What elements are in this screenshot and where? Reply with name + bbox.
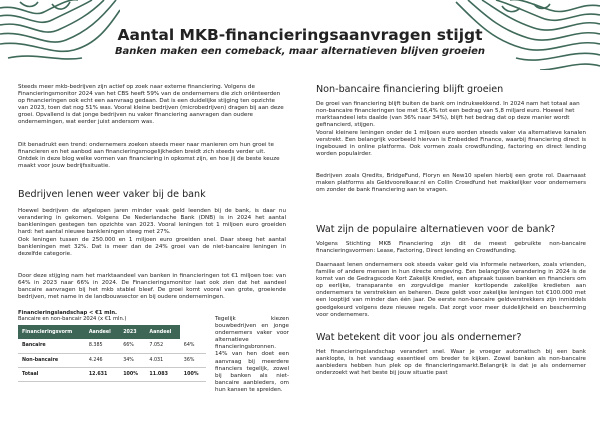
- table-cell: 12.631: [85, 367, 119, 381]
- table-cell: 4.246: [85, 353, 119, 367]
- section-banks-paragraph-1: Hoewel bedrijven de afgelopen jaren minder vaak geld leenden bij de bank, is daar nu verandering in gekomen. Volgens De Nederlandsche Bank (DNB) is in 2024 het aantal bankleningen gestegen ten opzichte van 2023. Vooral leningen tot 1 miljoen euro groeiden hard: het aantal nieuwe bankleningen steeg met 27%.: [18, 208, 286, 236]
- section-non-bank-paragraph-1: De groei van financiering blijft buiten de bank om indrukwekkend. In 2024 nam het totaal aan non-bancaire financieringen toe met 16,4% tot een bedrag van 5,8 miljard euro. Hoewel het marktaandeel iets daalde (van 36% naar 34%), blijft het bedrag dat op deze manier wordt gefinancierd, stijgen.: [316, 101, 580, 129]
- table-cell: 4.031: [145, 353, 179, 367]
- section-meaning-paragraph-1: Het financieringslandschap verandert snel. Waar je vroeger automatisch bij een bank aanklopte, is het vandaag essentieel om breder te kijken. Zowel banken als non-bancaire aanbieders hebben hun plek op de financieringsmarkt.Belangrijk is dat je als ondernemer onderzoekt wat het beste bij jouw situatie past: [316, 349, 586, 377]
- table-cell: 34%: [119, 353, 145, 367]
- table-cell: Non-bancaire: [18, 353, 85, 367]
- section-banks-paragraph-2: Ook leningen tussen de 250.000 en 1 miljoen euro groeiden snel. Daar steeg het aantal bankleningen met 32%. Dat is meer dan de 24% groei van de niet-bancaire leningen in dezelfde categorie.: [18, 237, 286, 258]
- table-cell: 100%: [180, 367, 206, 381]
- section-non-bank-paragraph-3: Bedrijven zoals Qredits, BridgeFund, Floryn en New10 spelen hierbij een grote rol. Daarnaast maken platforms als Geldvoorelkaar.nl en Collin Crowdfund het makkelijker voor ondernemers om zonder de bank financiering aan te vragen.: [316, 173, 586, 194]
- page-subtitle: Banken maken een comeback, maar alternatieven blijven groeien: [114, 46, 486, 57]
- financing-table-block: [18, 310, 206, 382]
- section-heading-banks: Bedrijven lenen weer vaker bij de bank: [18, 189, 206, 200]
- table-cell: 7.052: [145, 339, 179, 353]
- table-row: [18, 353, 206, 367]
- side-note: Tegelijk kiezen bouwbedrijven en jonge ondernemers vaker voor alternatieve financieringsbronnen. 14% van hen doet een aanvraag bij meerdere financiers tegelijk, zowel bij banken als niet-bancaire aanbieders, om hun kansen te spreiden.: [215, 316, 289, 393]
- financing-table: [18, 325, 206, 382]
- table-header-cell: 2023: [119, 325, 145, 339]
- section-heading-meaning: Wat betekent dit voor jou als ondernemer?: [316, 332, 522, 343]
- table-cell: 100%: [119, 367, 145, 381]
- section-heading-non-bank: Non-bancaire financiering blijft groeien: [316, 84, 504, 95]
- table-row: [18, 339, 206, 353]
- intro-paragraph-1: Steeds meer mkb-bedrijven zijn actief op zoek naar externe financiering. Volgens de Financieringsmonitor 2024 van het CBS heeft 59% van de ondernemers die zich oriënteerden op financieringen ook echt een aanvraag gedaan. Dat is een duidelijke stijging ten opzichte van 2023, toen dat nog 51% was. Vooral kleine bedrijven (microbedrijven) dragen bij aan deze groei. Opvallend is dat jonge bedrijven nu vaker financiering aanvragen dan oudere ondernemingen, wat eerder juist andersom was.: [18, 84, 284, 126]
- section-non-bank-paragraph-2: Vooral kleinere leningen onder de 1 miljoen euro worden steeds vaker via alternatieve kanalen verstrekt. Een belangrijk voorbeeld hiervan is Embedded Finance, waarbij financiering direct is ingebouwd in online platforms. Ook vormen zoals crowdfunding, factoring en direct lending worden populairder.: [316, 130, 586, 158]
- table-caption: Financieringslandschap < €1 mln.: [18, 310, 117, 316]
- table-cell: 64%: [180, 339, 206, 353]
- table-cell: 66%: [119, 339, 145, 353]
- section-heading-alternatives: Wat zijn de populaire alternatieven voor de bank?: [316, 224, 556, 235]
- section-alternatives-paragraph-1: Volgens Stichting MKB Financiering zijn dit de meest gebruikte non-bancaire financieringsvormen: Lease, Factoring, Direct lending en Crowdfunding.: [316, 241, 586, 255]
- table-header-cell: Financieringsvorm: [18, 325, 85, 339]
- intro-paragraph-2: Dit benadrukt een trend: ondernemers zoeken steeds meer naar manieren om hun groei te financieren en het aanbod aan financieringsmogelijkheden breidt zich steeds verder uit. Ontdek in deze blog welke vormen van financiering in opkomst zijn, en hoe jij de beste keuze maakt voor jouw bedrijfssituatie.: [18, 142, 280, 170]
- table-header-cell: Aandeel: [145, 325, 179, 339]
- table-cell: Bancaire: [18, 339, 85, 353]
- section-banks-paragraph-3: Door deze stijging nam het marktaandeel van banken in financieringen tot €1 miljoen toe: van 64% in 2023 naar 66% in 2024. De Financieringsmonitor laat ook zien dat het aandeel bancaire aanvragen bij het mkb stabiel bleef. De groei komt vooral van grote, groeiende bedrijven, met name in de landbouwsector en bij oudere ondernemingen.: [18, 273, 286, 301]
- table-cell: 8.385: [85, 339, 119, 353]
- page-title: Aantal MKB-financieringsaanvragen stijgt: [117, 26, 483, 44]
- section-alternatives-paragraph-2: Daarnaast lenen ondernemers ook steeds vaker geld via informele netwerken, zoals vrienden, familie of andere mensen in hun directe omgeving. Een belangrijke verandering in 2024 is de komst van de Gedragscode Kort Zakelijk Krediet, een afspraak tussen banken en financiers om op eerlijke, transparante en zorgvuldige manier kortlopende zakelijke kredieten aan ondernemers te verstrekken en beheren. Deze geldt voor zakelijke leningen tot €100.000 met een looptijd van minder dan één jaar. De eerste non-bancaire geldverstrekkers zijn inmiddels goedgekeurd volgens deze nieuwe regels. Dat zorgt voor meer duidelijkheid en bescherming voor ondernemers.: [316, 262, 586, 318]
- table-cell: 11.083: [145, 367, 179, 381]
- table-row-total: [18, 367, 206, 381]
- table-subcaption: Bancaire en non-bancair 2024 (x €1 mln.): [18, 316, 127, 322]
- table-cell: Totaal: [18, 367, 85, 381]
- table-header-cell: Aandeel: [85, 325, 119, 339]
- table-header-row: [18, 325, 206, 339]
- table-cell: 36%: [180, 353, 206, 367]
